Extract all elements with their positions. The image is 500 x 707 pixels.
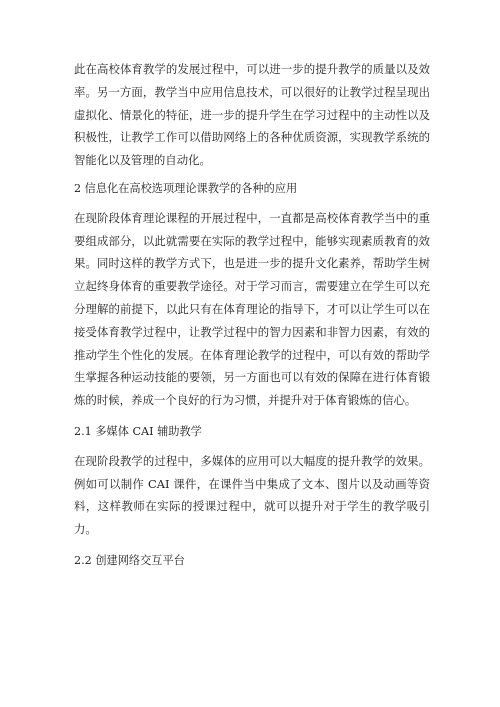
section-heading-2: 2 信息化在高校选项理论课教学的各种的应用 (74, 181, 298, 195)
document-page (74, 58, 430, 573)
paragraph-section-2: 在现阶段体育理论课程的开展过程中，一直都是高校体育教学当中的重要组成部分，以此就需要在实际的教学过程中，能够实现素质教育的效果。同时这样的教学方式下，也是进一步的提升文化素养，帮助学生树立起终身体育的重要教学途径。对于学习而言，需要建立在学生可以充分理解的前提下，以此只有在体育理论的指导下，才可以让学生可以在接受体育教学过程中，让教学过程中的智力因素和非智力因素，有效的推动学生个性化的发展。在体育理论教学的过程中，可以有效的帮助学生掌握各种运动技能的要领，另一方面也可以有效的保障在进行体育锻炼的时候，养成一个良好的行为习惯，并提升对于体育锻炼的信心。 (74, 210, 430, 408)
section-heading-2-2: 2.2 创建网络交互平台 (74, 553, 185, 567)
paragraph-intro-continuation: 此在高校体育教学的发展过程中，可以进一步的提升教学的质量以及效率。另一方面，教学当中应用信息技术，可以很好的让教学过程呈现出虚拟化、情景化的特征，进一步的提升学生在学习过程中的主动性以及积极性，让教学工作可以借助网络上的各种优质资源，实现教学系统的智能化以及管理的自动化。 (74, 62, 430, 168)
spacer (74, 541, 430, 550)
section-heading-2-1: 2.1 多媒体 CAI 辅助教学 (74, 424, 202, 438)
paragraph-section-2-1: 在现阶段教学的过程中，多媒体的应用可以大幅度的提升教学的效果。例如可以制作 CAI 课件，在课件当中集成了文本、图片以及动画等资料，这样教师在实际的授课过程中，就可以提升对于学生的教学吸引力。 (74, 453, 430, 537)
spacer (74, 412, 430, 421)
